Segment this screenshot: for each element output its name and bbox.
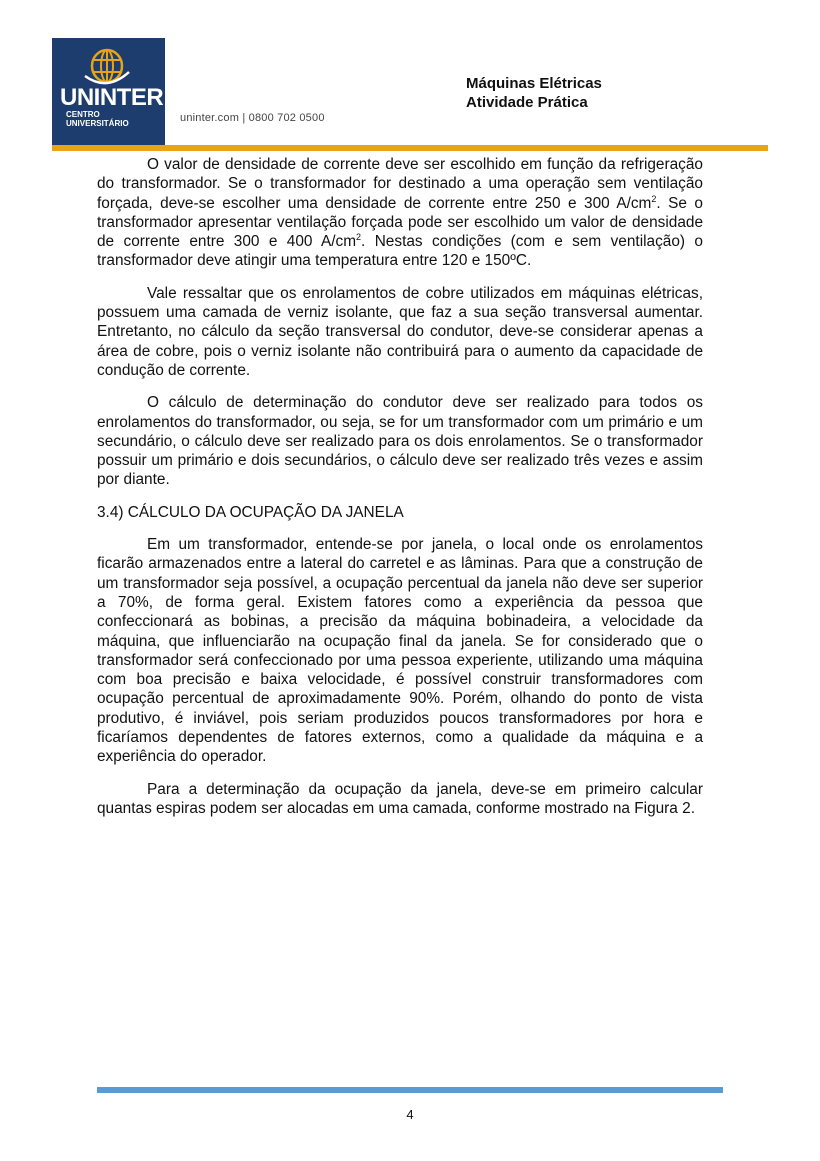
- contact-info: uninter.com | 0800 702 0500: [180, 112, 325, 124]
- document-body: [97, 155, 703, 818]
- p1-superscript-2: 2: [356, 232, 362, 243]
- p1-superscript-1: 2: [651, 193, 657, 204]
- document-title: [466, 74, 602, 112]
- header-rule: [52, 145, 768, 151]
- title-line-2: Atividade Prática: [466, 94, 588, 111]
- uninter-logo: [52, 38, 165, 146]
- paragraph-conductor-calc: O cálculo de determinação do condutor deve ser realizado para todos os enrolamentos do transformador, ou seja, se for um transformador com um primário e um secundário, o cálculo deve ser realizado para os dois enrolamentos. Se o transformador possuir um primário e dois secundários, o cálculo deve ser realizado três vezes e assim por diante.: [97, 394, 703, 489]
- logo-sub-line2: UNIVERSITÁRIO: [66, 119, 129, 128]
- paragraph-current-density: [97, 155, 703, 271]
- logo-brand-text: UNINTER: [60, 84, 164, 111]
- p1-text-b: . Se o transformador apresentar ventilação forçada pode ser escolhido um valor de densidade de corrente entre 300 e 400 A/cm: [97, 194, 703, 251]
- paragraph-window-occupation: Para a determinação da ocupação da janela, deve-se em primeiro calcular quantas espiras podem ser alocadas em uma camada, conforme mostrado na Figura 2.: [97, 780, 703, 817]
- logo-sub-line1: CENTRO: [66, 110, 100, 119]
- footer-rule: [97, 1087, 723, 1093]
- logo-subtitle: [66, 110, 129, 128]
- title-line-1: Máquinas Elétricas: [466, 75, 602, 92]
- paragraph-window-definition: Em um transformador, entende-se por janela, o local onde os enrolamentos ficarão armazenados entre a lateral do carretel e as lâminas. Para que a construção de um transformador seja possível, a ocupação percentual da janela não deve ser superior a 70%, de forma geral. Existem fatores como a experiência da pessoa que confeccionará as bobinas, a precisão da máquina bobinadeira, a velocidade da máquina, que influenciarão na ocupação final da janela. Se for considerado que o transformador será confeccionado por uma pessoa experiente, utilizando uma máquina com boa precisão e baixa velocidade, é possível construir transformadores com ocupação percentual de aproximadamente 90%. Porém, olhando do ponto de vista produtivo, é inviável, pois seriam produzidos poucos transformadores por hora e ficaríamos dependentes de fatores externos, como a qualidade da máquina e a experiência do operador.: [97, 536, 703, 766]
- p1-text-c: . Nestas condições (com e sem ventilação) o transformador deve atingir uma temperatura entre 120 e 150ºC.: [97, 233, 703, 270]
- page-number: 4: [406, 1107, 414, 1122]
- p1-text-a: O valor de densidade de corrente deve ser escolhido em função da refrigeração do transformador. Se o transformador for destinado a uma operação sem ventilação forçada, deve-se escolher uma densidade de corrente entre 250 e 300 A/cm: [97, 156, 703, 212]
- section-heading: 3.4) CÁLCULO DA OCUPAÇÃO DA JANELA: [97, 503, 404, 521]
- paragraph-varnish: Vale ressaltar que os enrolamentos de cobre utilizados em máquinas elétricas, possuem uma camada de verniz isolante, que faz a sua seção transversal aumentar. Entretanto, no cálculo da seção transversal do condutor, deve-se considerar apenas a área de cobre, pois o verniz isolante não contribuirá para o aumento da capacidade de condução de corrente.: [97, 284, 703, 379]
